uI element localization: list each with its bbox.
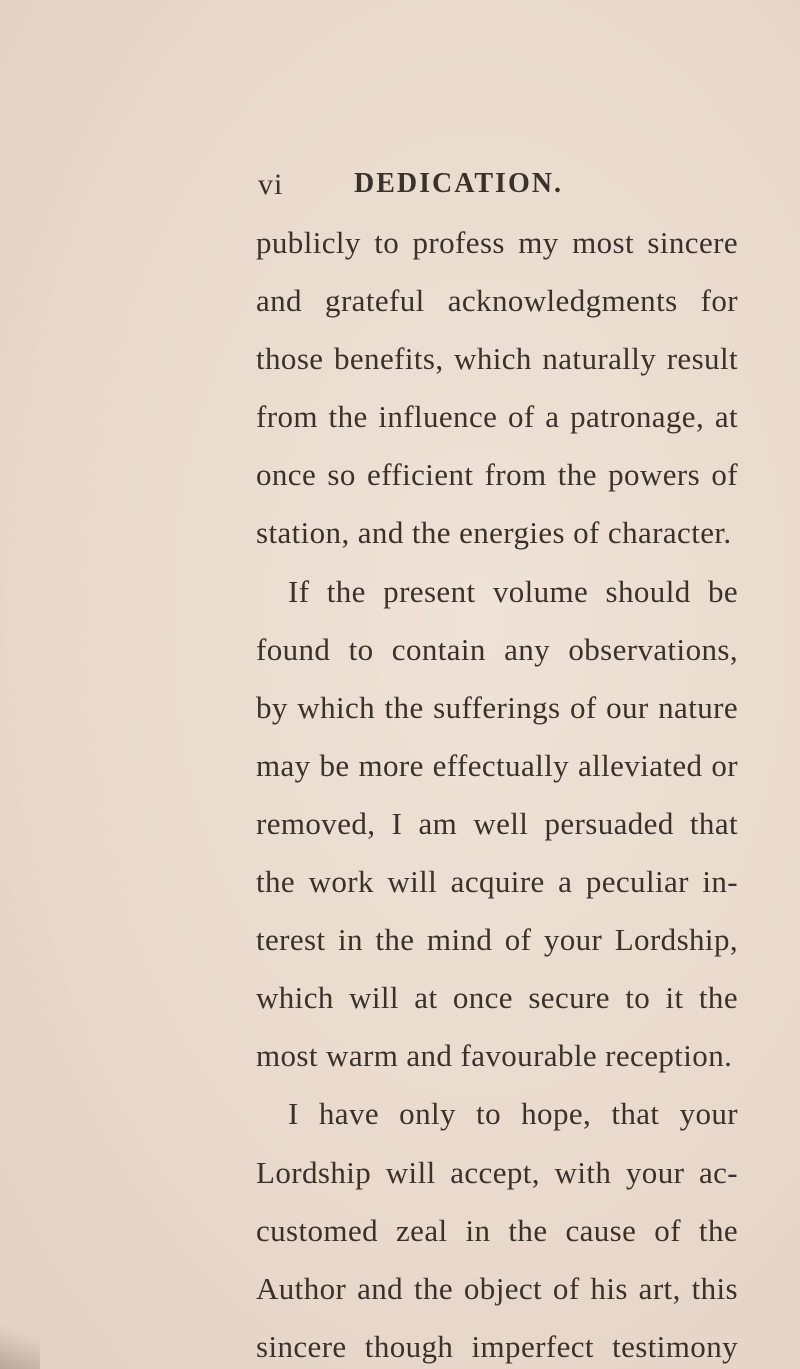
running-head-title: DEDICATION. [354,168,563,199]
text-line: by which the sufferings of our nature [256,689,738,725]
text-line: terest in the mind of your Lordship, [256,922,738,958]
text-line: once so efficient from the powers of [256,457,738,493]
paragraph-start-line: If the present volume should be [288,573,738,609]
paragraph-start-line: I have only to hope, that your [288,1096,738,1132]
text-line: Author and the object of his art, this [256,1270,738,1306]
page-number: vi [258,168,284,201]
text-line: from the influence of a patronage, at [256,399,738,435]
text-line: sincere though imperfect testimony [256,1328,738,1364]
running-head [258,168,738,208]
text-line: may be more effectually alleviated or [256,747,738,783]
text-line: those benefits, which naturally result [256,341,738,377]
text-line: found to contain any observations, [256,631,738,667]
text-line: station, and the energies of character. [256,515,732,551]
text-line: removed, I am well persuaded that [256,805,738,841]
text-line: the work will acquire a peculiar in- [256,864,738,900]
text-line: which will at once secure to it the [256,980,738,1016]
text-line: publicly to profess my most sincere [256,225,738,260]
page-edge-shadow [0,1309,40,1369]
text-line: Lordship will accept, with your ac- [256,1154,738,1190]
text-line: and grateful acknowledgments for [256,283,738,319]
text-line: customed zeal in the cause of the [256,1212,738,1248]
body-text [256,214,738,1369]
text-line: most warm and favourable reception. [256,1038,733,1074]
